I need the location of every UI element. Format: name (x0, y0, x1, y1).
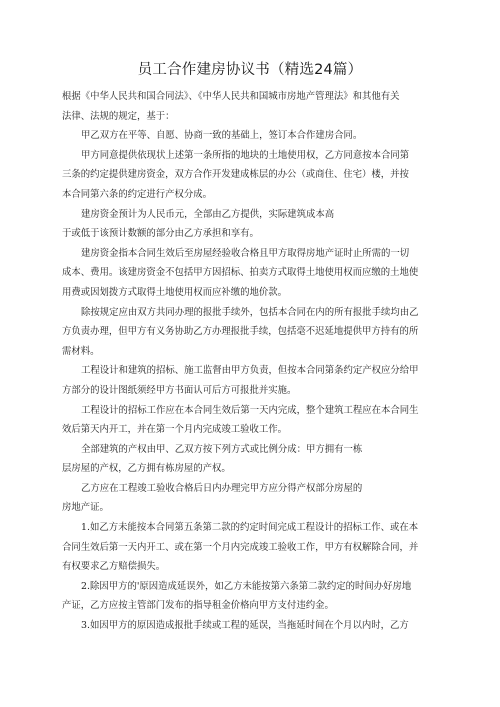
paragraph-line: 除按规定应由双方共同办理的报批手续外，包括本合同在内的所有报批手续均由乙 (81, 306, 419, 318)
paragraph-line: 建房资金指本合同生效后至房屋经验收合格且甲方取得房地产证时止所需的一切 (81, 247, 410, 259)
paragraph (62, 577, 438, 616)
paragraph-line: 用费或因划拨方式取得土地使用权而应补缴的地价款。 (62, 286, 288, 298)
paragraph-line: 三条的约定提供建房资金，双方合作开发建成栋层的办公（或商住、住宅）楼，并按 (62, 169, 409, 181)
paragraph-line: 根据《中华人民共和国合同法》、《中华人民共和国城市房地产管理法》和其他有关 (62, 91, 400, 102)
paragraph-line: 层房屋的产权，乙方拥有栋房屋的产权。 (62, 463, 231, 475)
paragraph-line: 全部建筑的产权由甲、乙双方按下列方式或比例分成：甲方拥有一栋 (81, 443, 363, 455)
paragraph-line: 于或低于该预计数额的部分由乙方承担和享有。 (62, 228, 259, 240)
paragraph-line: 方部分的设计图纸须经甲方书面认可后方可报批并实施。 (62, 384, 297, 396)
paragraph-line: 法律、法规的规定，基于： (62, 110, 175, 122)
paragraph-line: 乙方应在工程竣工验收合格后日内办理完甲方应分得产权部分房屋的 (81, 482, 363, 494)
paragraph-line: 工程设计的招标工作应在本合同生效后第一天内完成，整个建筑工程应在本合同生 (81, 404, 419, 416)
paragraph-line: 2.除因甲方的'原因造成延误外，如乙方未能按第六条第二款约定的时间办好房地 (81, 580, 412, 592)
paragraph-line: 需材料。 (62, 345, 100, 357)
paragraph-line: 1.如乙方未能按本合同第五条第二款的约定时间完成工程设计的招标工作、或在本 (81, 522, 419, 534)
paragraph-line: 成本、费用。该建房资金不包括甲方因招标、拍卖方式取得土地使用权而应缴的土地使 (62, 267, 419, 279)
paragraph (62, 146, 438, 205)
paragraph (62, 616, 438, 636)
paragraph (62, 205, 438, 244)
paragraph (62, 401, 438, 440)
paragraph-line: 建房资金预计为人民币元，全部由乙方提供，实际建筑成本高 (81, 208, 335, 220)
paragraph-line: 合同生效后第一天内开工、或在第一个月内完成竣工验收工作，甲方有权解除合同，并 (62, 541, 419, 553)
paragraph (62, 303, 438, 362)
paragraph-line: 本合同第六条的约定进行产权分成。 (62, 188, 213, 200)
paragraph (62, 479, 438, 518)
paragraph-line: 工程设计和建筑的招标、施工监督由甲方负责，但按本合同第条约定产权应分给甲 (81, 365, 419, 377)
paragraph-line: 房地产证。 (62, 502, 109, 514)
paragraph (62, 361, 438, 400)
paragraph-line: 有权要求乙方赔偿损失。 (62, 561, 166, 573)
paragraph-line: 3.如因甲方的原因造成报批手续或工程的延误，当拖延时间在个月以内时，乙方 (81, 620, 409, 632)
paragraph-line: 甲方同意提供依现状上述第一条所指的地块的土地使用权，乙方同意按本合同第 (81, 149, 410, 161)
document-body (62, 87, 438, 636)
paragraph-line: 产证，乙方应按主管部门发布的指导租金价格向甲方支付违约金。 (62, 600, 334, 612)
paragraph-line: 甲乙双方在平等、自愿、协商一致的基础上，签订本合作建房合同。 (81, 130, 363, 142)
paragraph-line: 效后第天内开工，并在第一个月内完成竣工验收工作。 (62, 424, 288, 436)
paragraph-line: 方负责办理，但甲方有义务协助乙方办理报批手续，包括毫不迟延地提供甲方持有的所 (62, 326, 419, 338)
paragraph (62, 87, 438, 126)
document-title: 员工合作建房协议书（精选24篇） (137, 62, 363, 78)
paragraph (62, 440, 438, 479)
paragraph (62, 244, 438, 303)
paragraph (62, 518, 438, 577)
paragraph (62, 126, 438, 146)
